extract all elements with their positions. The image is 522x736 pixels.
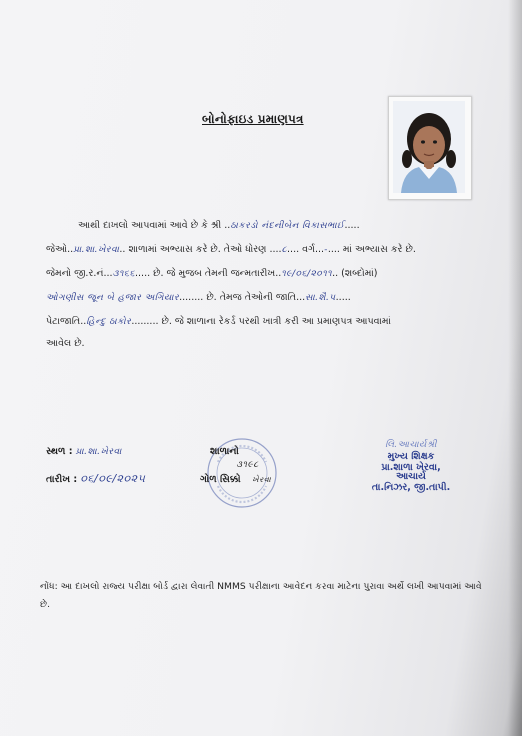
line1-text: આથી દાખલો આપવામાં આવે છે કે શ્રી — [78, 220, 222, 231]
date-value: ૦૬/૦૯/૨૦૨૫ — [80, 472, 146, 485]
stamp-seal-extra: ખેરવા — [252, 475, 272, 484]
line6-text: આવેલ છે. — [46, 338, 85, 349]
dob-words-value: ઓગણીસ જૂન બે હજાર અગિયાર — [46, 293, 180, 303]
dob-value: ૧૯/૦૬/૨૦૧૧ — [281, 269, 333, 279]
place-value: પ્રા.શા.ખેરવા — [75, 447, 122, 457]
body-line-6 — [46, 338, 85, 349]
certificate-title: બોનોફાઇડ પ્રમાણપત્ર — [202, 112, 304, 126]
line5-text-a: પેટાજાતિ — [46, 316, 81, 327]
line2-text-d: માં અભ્યાસ કરે છે. — [342, 244, 416, 255]
std-value: ૮ — [281, 245, 288, 255]
principal-signature-block — [356, 440, 466, 493]
subcaste-value: હિન્દુ ઠાકોર — [86, 317, 132, 327]
place-row — [46, 446, 122, 457]
line3-text-b: છે. જે મુજબ તેમની જન્મતારીખ — [153, 268, 276, 279]
body-line-3: જેમનો જી.ર.નં...૩૧૬૬..... છે. જે મુજબ તેમની જન્મતારીખ..૧૯/૦૬/૨૦૧૧.. (શબ્દોમાં) — [46, 268, 378, 279]
signature-handwritten: લિ.આચાર્યશ્રી — [385, 440, 437, 450]
stamp-seal-label: ગોળ સિક્કો — [200, 474, 241, 485]
body-line-5: પેટાજાતિ..હિન્દુ ઠાકોર......... છે. જે શાળાના રેકર્ડ પરથી ખાત્રી કરી આ પ્રમાણપત્ર આપવામાં — [46, 316, 391, 327]
body-line-4: ઓગણીસ જૂન બે હજાર અગિયાર........ છે. તેમજ તેઓની જાતિ...સા.શૈ.પ..... — [46, 292, 351, 303]
date-label: તારીખ : — [46, 474, 78, 485]
class-value: - — [324, 245, 328, 255]
signature-title: આચાર્ય — [396, 471, 426, 482]
student-photo — [388, 96, 472, 200]
signature-role: મુખ્ય શિક્ષક — [387, 451, 435, 462]
caste-value: સા.શૈ.પ — [305, 293, 336, 303]
photo-image — [393, 101, 465, 193]
school-name-value: પ્રા.શા.ખેરવા — [73, 245, 120, 255]
line5-text-b: છે. જે શાળાના રેકર્ડ પરથી ખાત્રી કરી આ પ્રમાણપત્ર આપવામાં — [161, 316, 391, 327]
place-label: સ્થળ : — [46, 446, 73, 457]
gr-no-value: ૩૧૬૬ — [112, 269, 136, 279]
stamp-school-code: ૩૧૯૮ — [236, 460, 259, 470]
stamp-school-label: શાળાનો — [210, 446, 239, 457]
line2-text-a: જેઓ — [46, 244, 68, 255]
signature-school: પ્રા.શાળા ખેરવા, — [381, 462, 441, 473]
body-line-2: જેઓ..પ્રા.શા.ખેરવા.. શાળામાં અભ્યાસ કરે છે. તેઓ ધોરણ ....૮.... વર્ગ...-.... માં અભ્યાસ કરે છે. — [46, 244, 416, 255]
date-row — [46, 472, 145, 486]
footer-note: નોંધ: આ દાખલો રાજ્ય પરીક્ષા બોર્ડ દ્વારા લેવાતી NMMS પરીક્ષાના આવેદન કરવા માટેના પુરાવા અર્થે લખી આપવામાં આવે છે. — [40, 581, 482, 610]
line2-text-b: શાળામાં અભ્યાસ કરે છે. તેઓ ધોરણ — [128, 244, 267, 255]
page-edge-shadow — [508, 0, 522, 736]
student-name-value: ઠાકરડો નંદનીબેન વિકાસભાઈ — [230, 221, 345, 231]
line3-text-a: જેમનો જી.ર.નં. — [46, 268, 107, 279]
line3-text-c: (શબ્દોમાં) — [341, 268, 378, 279]
line4-text-b: છે. તેમજ તેઓની જાતિ — [206, 292, 297, 303]
body-line-1: આથી દાખલો આપવામાં આવે છે કે શ્રી ..ઠાકરડો નંદનીબેન વિકાસભાઈ..... — [78, 220, 360, 231]
signature-place: તા.નિઝર, જી.તાપી. — [371, 482, 451, 493]
line2-text-c: વર્ગ — [302, 244, 315, 255]
